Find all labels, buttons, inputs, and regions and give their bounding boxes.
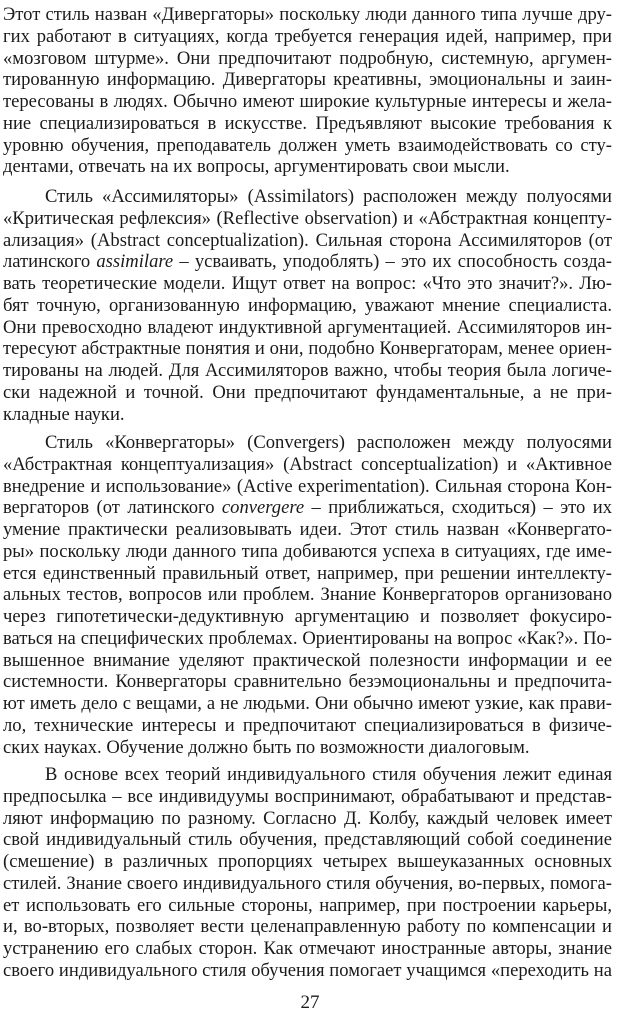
text-line: «Абстрактная концептуализация» (Abstract conceptualization) и «Активное xyxy=(3,453,612,475)
text-line: ло, технические интересы и предпочитают специализироваться в физиче- xyxy=(3,714,612,736)
text-line: уровню обучения, преподаватель должен уметь взаимодействовать со сту- xyxy=(3,134,612,156)
text-line: умение практически реализовывать идеи. Этот стиль назван «Конвергато- xyxy=(3,519,612,540)
text-line: бят точную, организованную информацию, уважают мнение специалиста. xyxy=(3,294,612,316)
text-line: ских науках. Обучение должно быть по возможности диалоговым. xyxy=(3,736,530,758)
italic-term: convergere xyxy=(221,497,305,519)
text-line: дентами, отвечать на их вопросы, аргументировать свои мысли. xyxy=(3,156,510,178)
text-line: Этот стиль назван «Дивергаторы» поскольку люди данного типа лучше дру- xyxy=(3,4,612,25)
text-line: стилей. Знание своего индивидуального стиля обучения, во-первых, помога- xyxy=(3,872,612,894)
text-line: внедрение и использование» (Active experimentation). Сильная сторона Кон- xyxy=(3,475,612,497)
text-line: тересуют абстрактные понятия и они, подобно Конвергаторам, менее ориен- xyxy=(3,338,612,360)
text-line: Стиль «Конвергаторы» (Convergers) расположен между полуосями xyxy=(45,432,612,453)
text-line: ски надежной и точной. Они предпочитают фундаментальные, а не при- xyxy=(3,381,612,403)
text-line: устранению его слабых сторон. Как отмечают иностранные авторы, знание xyxy=(3,938,612,959)
text-line: и, во-вторых, позволяет вести целенаправленную работу по компенсации и xyxy=(3,916,612,938)
text-line: своего индивидуального стиля обучения помогает учащимся «переходить на xyxy=(3,959,612,981)
text-line: вышенное внимание уделяют практической полезности информации и ее xyxy=(3,649,612,671)
text-line: вергаторов (от латинского convergere – приближаться, сходиться) – это их xyxy=(3,497,612,519)
text-line: ализация» (Abstract conceptualization). Сильная сторона Ассимиляторов (от xyxy=(3,229,612,251)
text-line: Стиль «Ассимиляторы» (Assimilators) расположен между полуосями xyxy=(45,186,612,207)
text-line: ет использовать его сильные стороны, например, при построении карьеры, xyxy=(3,894,612,916)
text-line: ляют информацию по разному. Согласно Д. Колбу, каждый человек имеет xyxy=(3,807,612,829)
text-line: латинского assimilare – усваивать, уподоблять) – это их способность созда- xyxy=(3,251,612,273)
text-line: В основе всех теорий индивидуального стиля обучения лежит единая xyxy=(45,764,612,785)
text-line: предпосылка – все индивидуумы воспринимают, обрабатывают и представ- xyxy=(3,785,612,807)
text-line: системности. Конвергаторы сравнительно безэмоциональны и предпочита- xyxy=(3,671,612,693)
text-line: тированную информацию. Дивергаторы креативны, эмоциональны и заин- xyxy=(3,69,612,91)
page-number: 27 xyxy=(300,992,320,1013)
text-line: свой индивидуальный стиль обучения, представляющий собой соединение xyxy=(3,829,612,851)
text-line: ры» поскольку люди данного типа добиваются успеха в ситуациях, где име- xyxy=(3,540,612,562)
text-line: «Критическая рефлексия» (Reflective observation) и «Абстрактная концепту- xyxy=(3,207,612,229)
text-line: ют иметь дело с вещами, а не людьми. Они обычно имеют узкие, как прави- xyxy=(3,693,612,714)
text-line: вать теоретические модели. Ищут ответ на вопрос: «Что это значит?». Лю- xyxy=(3,273,612,294)
text-line: через гипотетически-дедуктивную аргументацию и позволяет фокусиро- xyxy=(3,606,612,627)
text-line: тированы на людей. Для Ассимиляторов важно, чтобы теория была логиче- xyxy=(3,360,612,381)
text-line: тересованы в людях. Обычно имеют широкие культурные интересы и жела- xyxy=(3,91,612,112)
text-line: гих работают в ситуациях, когда требуется генерация идей, например, при xyxy=(3,25,612,47)
text-line: ние специализироваться в искусстве. Предъявляют высокие требования к xyxy=(3,112,612,134)
text-line: альных тестов, вопросов или проблем. Знание Конвергаторов организовано xyxy=(3,584,612,606)
text-line: (смешение) в различных пропорциях четырех вышеуказанных основных xyxy=(3,851,612,872)
italic-term: assimilare xyxy=(96,251,174,273)
text-line: ваться на специфических проблемах. Ориентированы на вопрос «Как?». По- xyxy=(3,627,612,649)
text-line: Они превосходно владеют индуктивной аргументацией. Ассимиляторов ин- xyxy=(3,316,612,338)
text-line: кладные науки. xyxy=(3,403,125,425)
text-line: «мозговом штурме». Они предпочитают подробную, системную, аргумен- xyxy=(3,47,612,69)
text-line: ется единственный правильный ответ, например, при решении интеллекту- xyxy=(3,562,612,584)
